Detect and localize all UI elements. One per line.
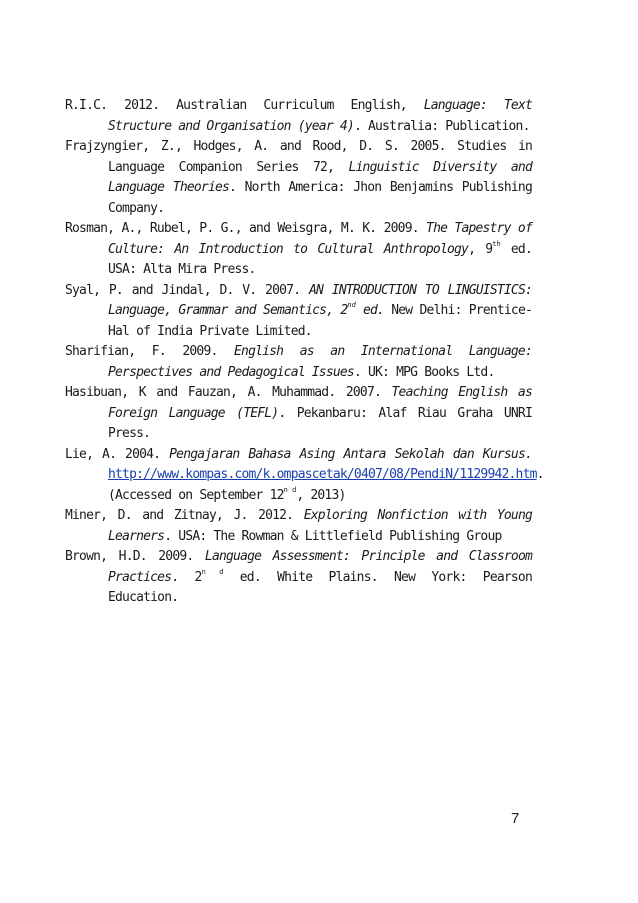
reference-text: Rosman, A., Rubel, P. G., and Weisgra, M. K. 2009. [65, 221, 427, 236]
reference-text: . North America: Jhon Benjamins Publishing Company. [108, 180, 532, 216]
reference-text: . Pekanbaru: Alaf Riau Graha UNRI Press. [108, 405, 532, 441]
reference-list [65, 96, 544, 609]
reference-text: . (Accessed on September 12 [108, 467, 544, 503]
reference-title-text: English as an International Language: Perspectives and Pedagogical Issues [108, 344, 532, 380]
reference-text: Hasibuan, K and Fauzan, A. Muhammad. 2007. [65, 385, 392, 400]
reference-text: . USA: The Rowman & Littlefield Publishing Group [164, 528, 502, 544]
reference-text: Lie, A. 2004. [65, 446, 170, 462]
reference-entry [65, 547, 532, 609]
reference-text: New Delhi: Prentice-Hal of India Private Limited. [108, 303, 533, 339]
reference-entry [65, 383, 532, 445]
reference-title-text: Language Assessment: Principle and Classroom Practices [108, 549, 532, 585]
reference-text: ed. USA: Alta Mira Press. [108, 241, 532, 277]
reference-title-text: Language: Text Structure and Organisation (year 4) [108, 98, 532, 134]
reference-entry [65, 281, 532, 343]
reference-entry [65, 137, 532, 219]
reference-link[interactable]: http://www.kompas.com/k.ompascetak/0407/08/PendiN/1129942.htm [108, 467, 537, 482]
reference-text: . UK: MPG Books Ltd. [353, 364, 495, 380]
reference-text: . Australia: Publication. [353, 118, 530, 134]
reference-entry [65, 506, 532, 547]
reference-text: Brown, H.D. 2009. [65, 549, 205, 564]
page-number: 7 [511, 810, 520, 827]
reference-title-text: AN INTRODUCTION TO LINGUISTICS: Language, Grammar and Semantics, 2 [108, 282, 532, 318]
reference-text: , 2013) [296, 487, 346, 503]
reference-entry [65, 219, 532, 281]
superscript-text: n d [283, 485, 297, 494]
reference-text: , 9 [468, 241, 493, 257]
reference-text: ed. White Plains. New York: Pearson Education. [108, 569, 532, 605]
reference-title-text: Pengajaran Bahasa Asing Antara Sekolah dan Kursus. [169, 446, 532, 462]
reference-title-text: Exploring Nonfiction with Young Learners [108, 508, 533, 544]
reference-entry [65, 445, 544, 507]
reference-text: R.I.C. 2012. Australian Curriculum English, [65, 98, 424, 113]
superscript-text: n d [201, 567, 224, 576]
reference-title-text: Teaching English as Foreign Language (TEFL) [108, 385, 532, 421]
reference-title-text: ed. [355, 303, 385, 318]
reference-text: . 2 [171, 569, 202, 585]
reference-entry [65, 96, 532, 137]
reference-title-text: The Tapestry of Culture: An Introduction to Cultural Anthropology [108, 221, 532, 257]
reference-text: Sharifian, F. 2009. [65, 344, 235, 359]
superscript-text: th [492, 239, 501, 248]
reference-text: Syal, P. and Jindal, D. V. 2007. [65, 282, 309, 298]
reference-text: Frajzyngier, Z., Hodges, A. and Rood, D. S. 2005. Studies in Language Companion Series 72, [65, 139, 532, 175]
reference-entry [65, 342, 532, 383]
reference-text: Miner, D. and Zitnay, J. 2012. [65, 508, 304, 523]
superscript-text: nd [347, 301, 356, 309]
reference-title-text: Linguistic Diversity and Language Theories [108, 159, 532, 195]
